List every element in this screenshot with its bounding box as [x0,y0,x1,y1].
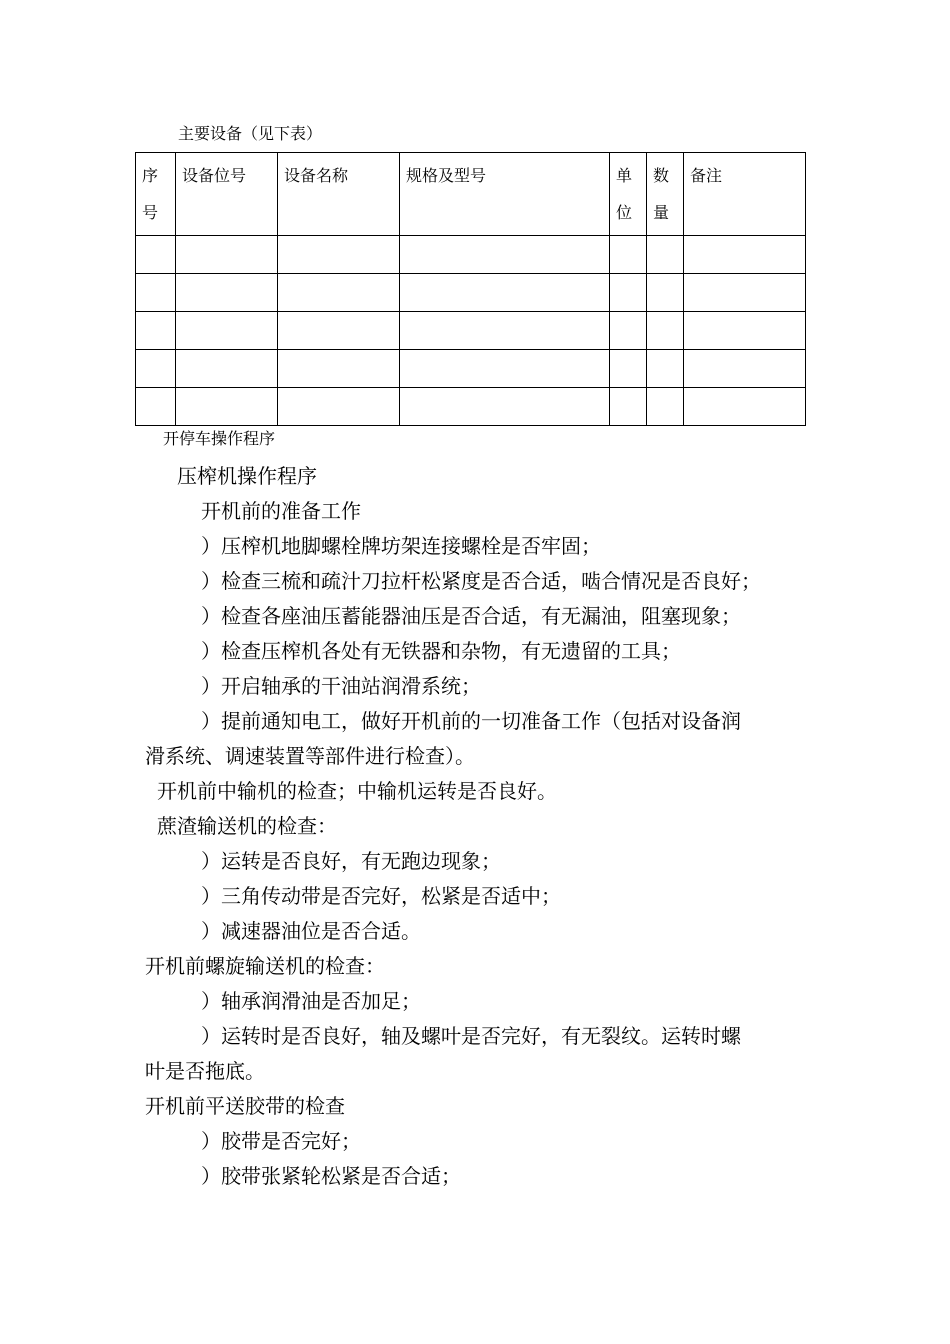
header-cell-name: 设备名称 [278,153,400,236]
header-qty-line1: 数 [653,166,670,185]
table-cell [278,236,400,274]
header-unit-line2: 位 [616,203,633,222]
header-unit-line1: 单 [616,166,633,185]
table-cell [400,388,610,426]
belt-item: ）胶带张紧轮松紧是否合适； [201,1164,461,1188]
bagasse-item: ）运转是否良好，有无跑边现象； [201,849,501,873]
prep-item: ）检查压榨机各处有无铁器和杂物，有无遗留的工具； [201,639,681,663]
table-cell [136,388,176,426]
table-cell [278,274,400,312]
header-cell-spec: 规格及型号 [400,153,610,236]
belt-title: 开机前平送胶带的检查 [145,1094,345,1118]
table-row [136,350,806,388]
prep-item: ）提前通知电工，做好开机前的一切准备工作（包括对设备润 [201,709,741,733]
table-cell [647,236,684,274]
table-cell [176,236,278,274]
subsection-title: 压榨机操作程序 [177,464,317,488]
belt-item: ）胶带是否完好； [201,1129,361,1153]
table-cell [684,312,806,350]
table-cell [684,388,806,426]
table-cell [136,350,176,388]
table-header-row [136,153,806,236]
table-row [136,312,806,350]
table-cell [647,274,684,312]
table-cell [647,312,684,350]
table-cell [278,388,400,426]
equipment-heading: 主要设备（见下表） [178,124,323,143]
table-cell [176,388,278,426]
table-cell [176,350,278,388]
table-row [136,236,806,274]
table-cell [136,274,176,312]
prep-item-continuation: 滑系统、调速装置等部件进行检查）。 [145,744,475,768]
screw-title: 开机前螺旋输送机的检查： [145,954,385,978]
prep-item: ）压榨机地脚螺栓牌坊架连接螺栓是否牢固； [201,534,601,558]
prep-title: 开机前的准备工作 [201,499,361,523]
table-cell [647,350,684,388]
header-cell-tag: 设备位号 [176,153,278,236]
bagasse-item: ）三角传动带是否完好，松紧是否适中； [201,884,561,908]
header-cell-remark: 备注 [684,153,806,236]
table-cell [610,350,647,388]
table-cell [278,350,400,388]
table-cell [400,236,610,274]
equipment-table [135,152,806,426]
table-cell [400,274,610,312]
table-row [136,274,806,312]
table-cell [684,274,806,312]
header-cell-seq [136,153,176,236]
section-title: 开停车操作程序 [163,429,276,448]
table-cell [176,274,278,312]
bagasse-item: ）减速器油位是否合适。 [201,919,421,943]
prep-item: ）检查三梳和疏汁刀拉杆松紧度是否合适，啮合情况是否良好； [201,569,761,593]
table-cell [684,350,806,388]
screw-item: ）运转时是否良好，轴及螺叶是否完好，有无裂纹。运转时螺 [201,1024,741,1048]
table-cell [610,236,647,274]
screw-item: ）轴承润滑油是否加足； [201,989,421,1013]
header-seq-line2: 号 [142,203,159,222]
table-cell [610,312,647,350]
table-cell [400,350,610,388]
table-cell [136,312,176,350]
header-seq-line1: 序 [142,166,159,185]
table-cell [278,312,400,350]
middle-conveyor-check: 开机前中输机的检查；中输机运转是否良好。 [157,779,557,803]
table-cell [610,388,647,426]
table-cell [400,312,610,350]
prep-item: ）开启轴承的干油站润滑系统； [201,674,481,698]
table-cell [647,388,684,426]
header-cell-qty [647,153,684,236]
table-row [136,388,806,426]
prep-item: ）检查各座油压蓄能器油压是否合适，有无漏油，阻塞现象； [201,604,741,628]
table-cell [176,312,278,350]
header-qty-line2: 量 [653,203,670,222]
bagasse-title: 蔗渣输送机的检查： [157,814,337,838]
table-cell [684,236,806,274]
table-cell [610,274,647,312]
table-cell [136,236,176,274]
screw-item-continuation: 叶是否拖底。 [145,1059,265,1083]
header-cell-unit [610,153,647,236]
